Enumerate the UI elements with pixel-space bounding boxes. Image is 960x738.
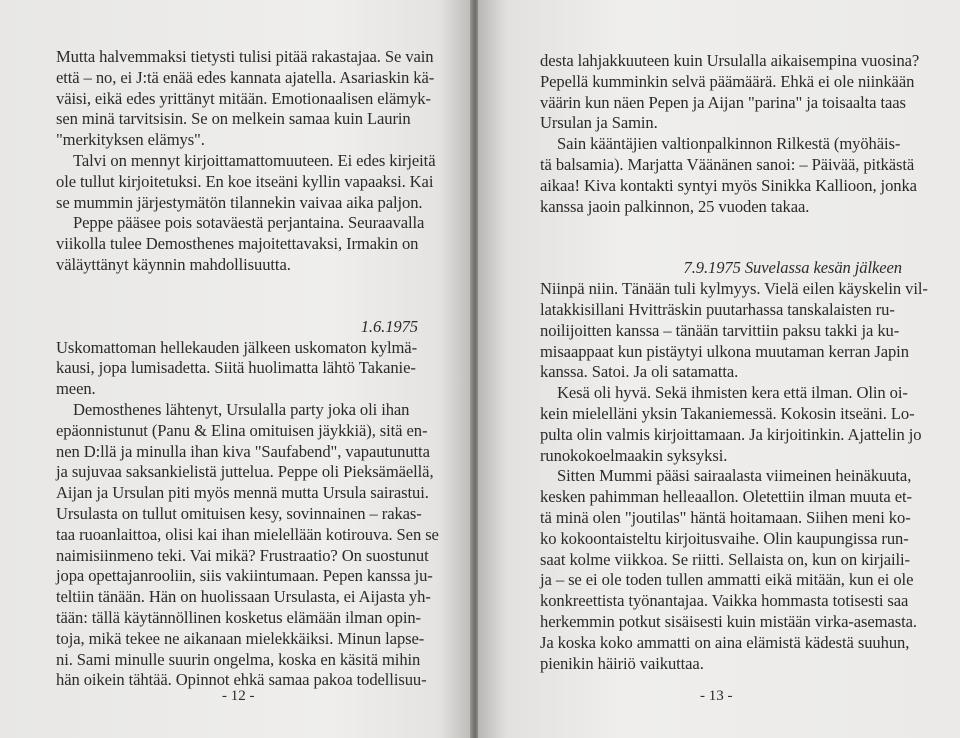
text-line: Kesä oli hyvä. Sekä ihmisten kera että ilman. Olin oi- xyxy=(557,383,908,403)
text-line: ni. Sami minulle suurin ongelma, koska en käsitä mihin xyxy=(56,649,421,669)
left-page-text xyxy=(56,47,439,691)
text-line: Sain kääntäjien valtionpalkinnon Rilkestä (myöhäis- xyxy=(557,134,901,154)
text-line: misaappaat kun pistäytyi ulkona muutaman kerran Japin xyxy=(540,341,909,361)
text-line: kesken pahimman helleaallon. Oletettiin ilman muuta et- xyxy=(540,487,912,507)
text-line: sen minä tarvitsisin. Se on melkein samaa kuin Laurin xyxy=(56,109,411,129)
page-number-left: - 12 - xyxy=(222,688,255,704)
text-line: ja sujuvaa saksankielistä juttelua. Peppe oli Pieksämäellä, xyxy=(56,462,434,482)
text-line: teltiin tänään. Hän on huolissaan Ursulasta, ei Aijasta yh- xyxy=(56,587,431,607)
date-heading: 7.9.1975 Suvelassa kesän jälkeen xyxy=(683,258,902,278)
right-page-text xyxy=(540,51,928,674)
text-line: Mutta halvemmaksi tietysti tulisi pitää rakastajaa. Se vain xyxy=(56,47,434,66)
left-page xyxy=(0,0,472,738)
text-line: ole tullut kirjoitetuksi. En koe itseäni kyllin vapaaksi. Kai xyxy=(56,171,434,191)
text-line: kein mielelläni yksin Takaniemessä. Kokosin itseäni. Lo- xyxy=(540,403,915,423)
text-line: epäonnistunut (Panu & Elina omituisen jäykkiä), sitä en- xyxy=(56,420,428,440)
text-line: ja – se ei ole toden tullen ammatti eikä mitään, kun ei ole xyxy=(540,570,914,590)
text-line: runokokoelmaakin syksyksi. xyxy=(540,445,728,465)
text-line: toja, mikä tekee ne aikanaan mielekkäiksi. Minun lapse- xyxy=(56,628,425,648)
text-line: pienikin häiriö vaikuttaa. xyxy=(540,653,704,673)
text-line: kanssa. Satoi. Ja oli satamatta. xyxy=(540,362,739,382)
page-number-right: - 13 - xyxy=(700,688,733,704)
text-line: aikaa! Kiva kontakti syntyi myös Sinikka Kallioon, jonka xyxy=(540,175,917,195)
text-line: noilijoitten kanssa – tänään tarvittiin paksu takki ja ku- xyxy=(540,320,900,340)
text-line: pulta olin valmis kirjoittamaan. Ja kirjoitinkin. Ajattelin jo xyxy=(540,424,922,444)
text-line: se mummin järjestymätön tilannekin vaivaa aika paljon. xyxy=(56,192,423,212)
text-line: väisi, eikä edes yrittänyt mitään. Emotionaalisen elämyk- xyxy=(56,88,431,108)
text-line: Sitten Mummi pääsi sairaalasta viimeinen heinäkuuta, xyxy=(557,466,912,486)
text-line: herkemmin potkut sisäisesti kuin mistään virka-asemasta. xyxy=(540,611,917,631)
text-line: tään: tällä käytännöllinen kosketus elämään ilman opin- xyxy=(56,607,421,627)
text-line: nen D:llä ja minulla ihan kiva "Saufabend", vapautunutta xyxy=(56,441,430,461)
text-line: ko kokoontaisteltu kirjoitusvaihe. Olin kaupungissa run- xyxy=(540,528,909,548)
text-line: viikolla tulee Demosthenes majoitettavaksi, Irmakin on xyxy=(56,234,419,254)
text-line: Peppe pääsee pois sotaväestä perjantaina. Seuraavalla xyxy=(73,213,425,233)
text-line: "merkityksen elämys". xyxy=(56,130,205,150)
text-line: taa ruoanlaittoa, olisi kai ihan mielellään kotirouva. Sen se xyxy=(56,524,439,544)
text-line: tä balsamia). Marjatta Väänänen sanoi: – Päivää, pitkästä xyxy=(540,154,915,174)
text-line: Ja koska koko ammatti on aina elämistä kädestä suuhun, xyxy=(540,632,910,652)
text-line: Demosthenes lähtenyt, Ursulalla party joka oli ihan xyxy=(73,399,410,419)
text-line: Aijan ja Ursulan piti myös mennä mutta Ursula sairastui. xyxy=(56,483,429,503)
text-line: latakkisillani Hvitträskin puutarhassa tanskalaisten ru- xyxy=(540,299,895,319)
text-line: kausi, jopa lumisadetta. Siitä huolimatta lähtö Takanie- xyxy=(56,358,416,378)
text-line: naimisiinmeno teki. Vai mikä? Frustraatio? On suostunut xyxy=(56,545,429,565)
date-heading: 1.6.1975 xyxy=(360,316,418,336)
text-line: väärin kun näen Pepen ja Aijan "parina" ja toisaalta taas xyxy=(540,92,906,112)
text-line: desta lahjakkuuteen kuin Ursulalla aikaisempina vuosina? xyxy=(540,51,920,70)
text-line: tä minä olen "joutilas" häntä hoitamaan. Siihen meni ko- xyxy=(540,507,911,527)
text-line: Talvi on mennyt kirjoittamattomuuteen. Ei edes kirjeitä xyxy=(73,150,436,170)
section-gap xyxy=(540,217,902,258)
text-line: Pepellä kumminkin selvä päämäärä. Ehkä ei ole niinkään xyxy=(540,71,915,91)
text-line: kanssa jaoin palkinnon, 25 vuoden takaa. xyxy=(540,196,810,216)
text-line: saat kolme viikkoa. Se riitti. Sellaista on, kun on kirjaili- xyxy=(540,549,910,569)
text-line: Ursulan ja Samin. xyxy=(540,113,658,133)
section-gap xyxy=(56,276,418,317)
text-line: Niinpä niin. Tänään tuli kylmyys. Vielä eilen käyskelin vil- xyxy=(540,279,928,299)
text-line: että – no, ei J:tä enää edes kannata ajatella. Asariaskin kä- xyxy=(56,67,435,87)
text-line: konkreettista työnantajaa. Vaikka hommasta totisesti saa xyxy=(540,591,909,611)
text-line: meen. xyxy=(56,379,96,399)
text-line: hän oikein tähtää. Opinnot ehkä samaa pakoa todellisuu- xyxy=(56,670,427,690)
text-line: väläyttänyt käynnin mahdollisuutta. xyxy=(56,254,291,274)
text-line: jopa opettajanrooliin, siis vakiintumaan. Pepen kanssa ju- xyxy=(56,566,433,586)
text-line: Uskomattoman hellekauden jälkeen uskomaton kylmä- xyxy=(56,337,417,357)
text-line: Ursulasta on tullut omituisen kesy, sovinnainen – rakas- xyxy=(56,503,422,523)
